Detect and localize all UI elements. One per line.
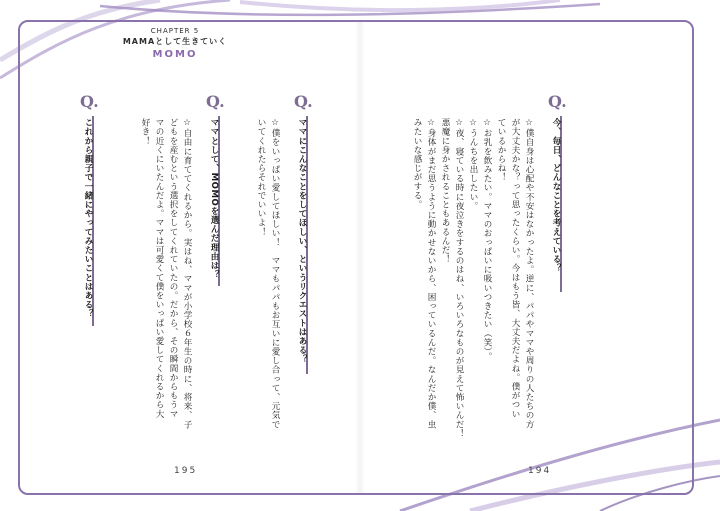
right-question: 今、毎日、どんなことを考えている？ [551,118,561,273]
left-q-mark-3: Q. [80,92,99,111]
answer-line: ☆お乳を飲みたい。ママのおっぱいに吸いつきたい（笑）。 [482,118,492,361]
answer-line: いてくれたらそれでいいよ！ [256,118,266,237]
left-question-3: これから親子で一緒にやってみたいことはある？ [83,118,93,319]
answer-line: 悪魔に身かされることもあるんだ！ [440,118,450,264]
answer-line: ☆僕をいっぱい愛してほしい！ ママもパパもお互いに愛し合って、元気で [270,118,280,429]
page-number-left: 195 [174,466,198,476]
chapter-name: MOMO [152,48,198,60]
left-q-mark-2: Q. [206,92,225,111]
answer-line: マの近くにいたんだよ。ママは可愛くて僕をいっぱい愛してくれるから大 [154,118,164,419]
page-number-right: 194 [528,466,552,476]
answer-line: みたいな感じがする。 [412,118,422,209]
right-q-mark: Q. [548,92,567,111]
answer-line: ☆自由に育ててくれるから。実はね、ママが小学校６年生の時に、将来、子 [182,118,192,429]
left-question-2: ママとして、MOMOを選んだ理由は？ [209,118,219,280]
answer-line: ☆夜、寝ている時に夜泣きをするのはね、いろいろなものが見えて怖いんだ！ [454,118,464,438]
chapter-header [120,27,230,61]
left-q-mark-1: Q. [294,92,313,111]
answer-line: どもを産むという選択をしてくれていたの。だから、その瞬間からもうマ [168,118,178,419]
book-gutter [355,22,365,493]
answer-line: が大丈夫かな？って思ったくらい。今はもう皆、大丈夫だよね。僕がつい [510,118,520,419]
answer-line: ているからね！ [496,118,506,182]
left-question-1: ママにこんなことをしてほしい、というリクエストはある？ [297,118,307,364]
answer-line: 好き！ [140,118,150,146]
chapter-label: CHAPTER 5 [150,27,200,35]
answer-line: ☆僕自身は心配や不安はなかったよ。逆に、パパやママや周りの人たちの方 [524,118,534,429]
answer-line: ☆身体がまだ思うように動かせないから、困っているんだ。なんだか僕、虫 [426,118,436,429]
answer-line: ☆うんちを出したい。 [468,118,478,211]
chapter-subtitle: MAMAとして生きていく [122,37,228,47]
